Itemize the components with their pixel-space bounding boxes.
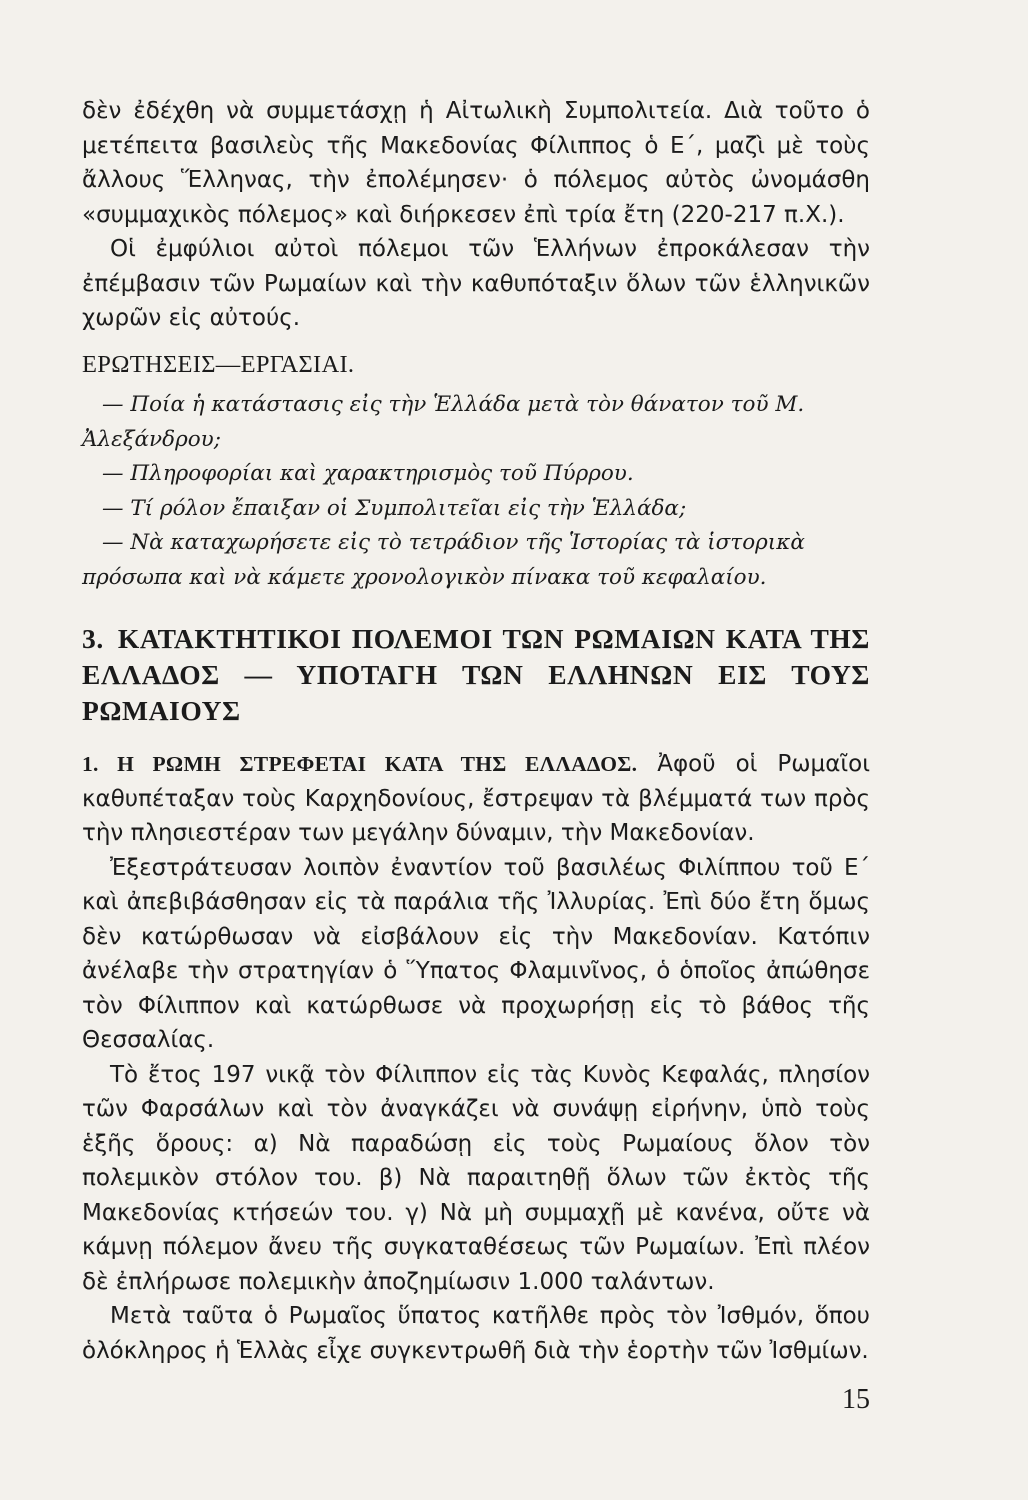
page-number: 15 xyxy=(842,1384,870,1415)
section-heading: 1. Η ΡΩΜΗ ΣΤΡΕΦΕΤΑΙ ΚΑΤΑ ΤΗΣ ΕΛΛΑΔΟΣ. xyxy=(82,752,638,776)
section-paragraph-3: Τὸ ἔτος 197 νικᾷ τὸν Φίλιππον εἰς τὰς Κυνὸς Κεφαλάς, πλησίον τῶν Φαρσάλων καὶ τὸν ἀναγκάζει νὰ συνάψῃ εἰρήνην, ὑπὸ τοὺς ἑξῆς ὅρους: α) Νὰ παραδώσῃ εἰς τοὺς Ρωμαίους ὅλον τὸν πολεμικὸν στόλον του. β) Νὰ παραιτηθῇ ὅλων τῶν ἐκτὸς τῆς Μακεδονίας κτήσεών του. γ) Νὰ μὴ συμμαχῇ μὲ κανένα, οὔτε νὰ κάμνῃ πόλεμον ἄνευ τῆς συγκαταθέσεως τῶν Ρωμαίων. Ἐπὶ πλέον δὲ ἐπλήρωσε πολεμικὴν ἀποζημίωσιν 1.000 ταλάντων. xyxy=(82,1061,870,1295)
exercise-item: — Νὰ καταχωρήσετε εἰς τὸ τετράδιον τῆς Ἱστορίας τὰ ἱστορικὰ πρόσωπα καὶ νὰ κάμετε χρονολογικὸν πίνακα τοῦ κεφαλαίου. xyxy=(82,530,805,590)
intro-paragraph-1: δὲν ἐδέχθη νὰ συμμετάσχῃ ἡ Αἰτωλικὴ Συμπολιτεία. Διὰ τοῦτο ὁ μετέπειτα βασιλεὺς τῆς Μακεδονίας Φίλιππος ὁ Ε΄, μαζὶ μὲ τοὺς ἄλλους Ἕλληνας, τὴν ἐπολέμησεν· ὁ πόλεμος αὐτὸς ὠνομάσθη «συμμαχικὸς πόλεμος» καὶ διήρκεσεν ἐπὶ τρία ἔτη (220-217 π.Χ.). xyxy=(82,98,870,228)
chapter-number: 3. xyxy=(82,623,104,654)
section-paragraph-2: Ἐξεστράτευσαν λοιπὸν ἐναντίον τοῦ βασιλέως Φιλίππου τοῦ Ε΄ καὶ ἀπεβιβάσθησαν εἰς τὰ παράλια τῆς Ἰλλυρίας. Ἐπὶ δύο ἔτη ὅμως δὲν κατώρθωσαν νὰ εἰσβάλουν εἰς τὴν Μακεδονίαν. Κατόπιν ἀνέλαβε τὴν στρατηγίαν ὁ Ὕπατος Φλαμινῖνος, ὁ ὁποῖος ἀπώθησε τὸν Φίλιππον καὶ κατώρθωσε νὰ προχωρήσῃ εἰς τὸ βάθος τῆς Θεσσαλίας. xyxy=(82,854,870,1053)
exercise-item: — Ποία ἡ κατάστασις εἰς τὴν Ἑλλάδα μετὰ τὸν θάνατον τοῦ Μ. Ἀλεξάνδρου; xyxy=(82,392,805,452)
intro-paragraph-2: Οἱ ἐμφύλιοι αὐτοὶ πόλεμοι τῶν Ἑλλήνων ἐπροκάλεσαν τὴν ἐπέμβασιν τῶν Ρωμαίων καὶ τὴν καθυπόταξιν ὅλων τῶν ἑλληνικῶν χωρῶν εἰς αὐτούς. xyxy=(82,236,870,331)
section-paragraph-4: Μετὰ ταῦτα ὁ Ρωμαῖος ὕπατος κατῆλθε πρὸς τὸν Ἰσθμόν, ὅπου ὁλόκληρος ἡ Ἑλλὰς εἶχε συγκεντρωθῆ διὰ τὴν ἑορτὴν τῶν Ἰσθμίων. xyxy=(82,1303,870,1364)
chapter-title: ΚΑΤΑΚΤΗΤΙΚΟΙ ΠΟΛΕΜΟΙ ΤΩΝ ΡΩΜΑΙΩΝ ΚΑΤΑ ΤΗΣ ΕΛΛΑΔΟΣ — ΥΠΟΤΑΓΗ ΤΩΝ ΕΛΛΗΝΩΝ ΕΙΣ ΤΟΥΣ ΡΩΜΑΙΟΥΣ xyxy=(82,623,870,726)
section-paragraph-1: 1. Η ΡΩΜΗ ΣΤΡΕΦΕΤΑΙ ΚΑΤΑ ΤΗΣ ΕΛΛΑΔΟΣ. Ἀφοῦ οἱ Ρωμαῖοι καθυπέταξαν τοὺς Καρχηδονίους, ἔστρεψαν τὰ βλέμματά των πρὸς τὴν πλησιεστέραν των μεγάλην δύναμιν, τὴν Μακεδονίαν. xyxy=(82,751,870,846)
chapter-heading xyxy=(82,621,870,729)
exercise-item: — Τί ρόλον ἔπαιξαν οἱ Συμπολιτεῖαι εἰς τὴν Ἑλλάδα; xyxy=(102,495,687,521)
exercises-title: ΕΡΩΤΗΣΕΙΣ—ΕΡΓΑΣΙΑΙ. xyxy=(82,350,355,378)
exercise-item: — Πληροφορίαι καὶ χαρακτηρισμὸς τοῦ Πύρρου. xyxy=(102,461,634,486)
page-body xyxy=(82,94,870,1368)
